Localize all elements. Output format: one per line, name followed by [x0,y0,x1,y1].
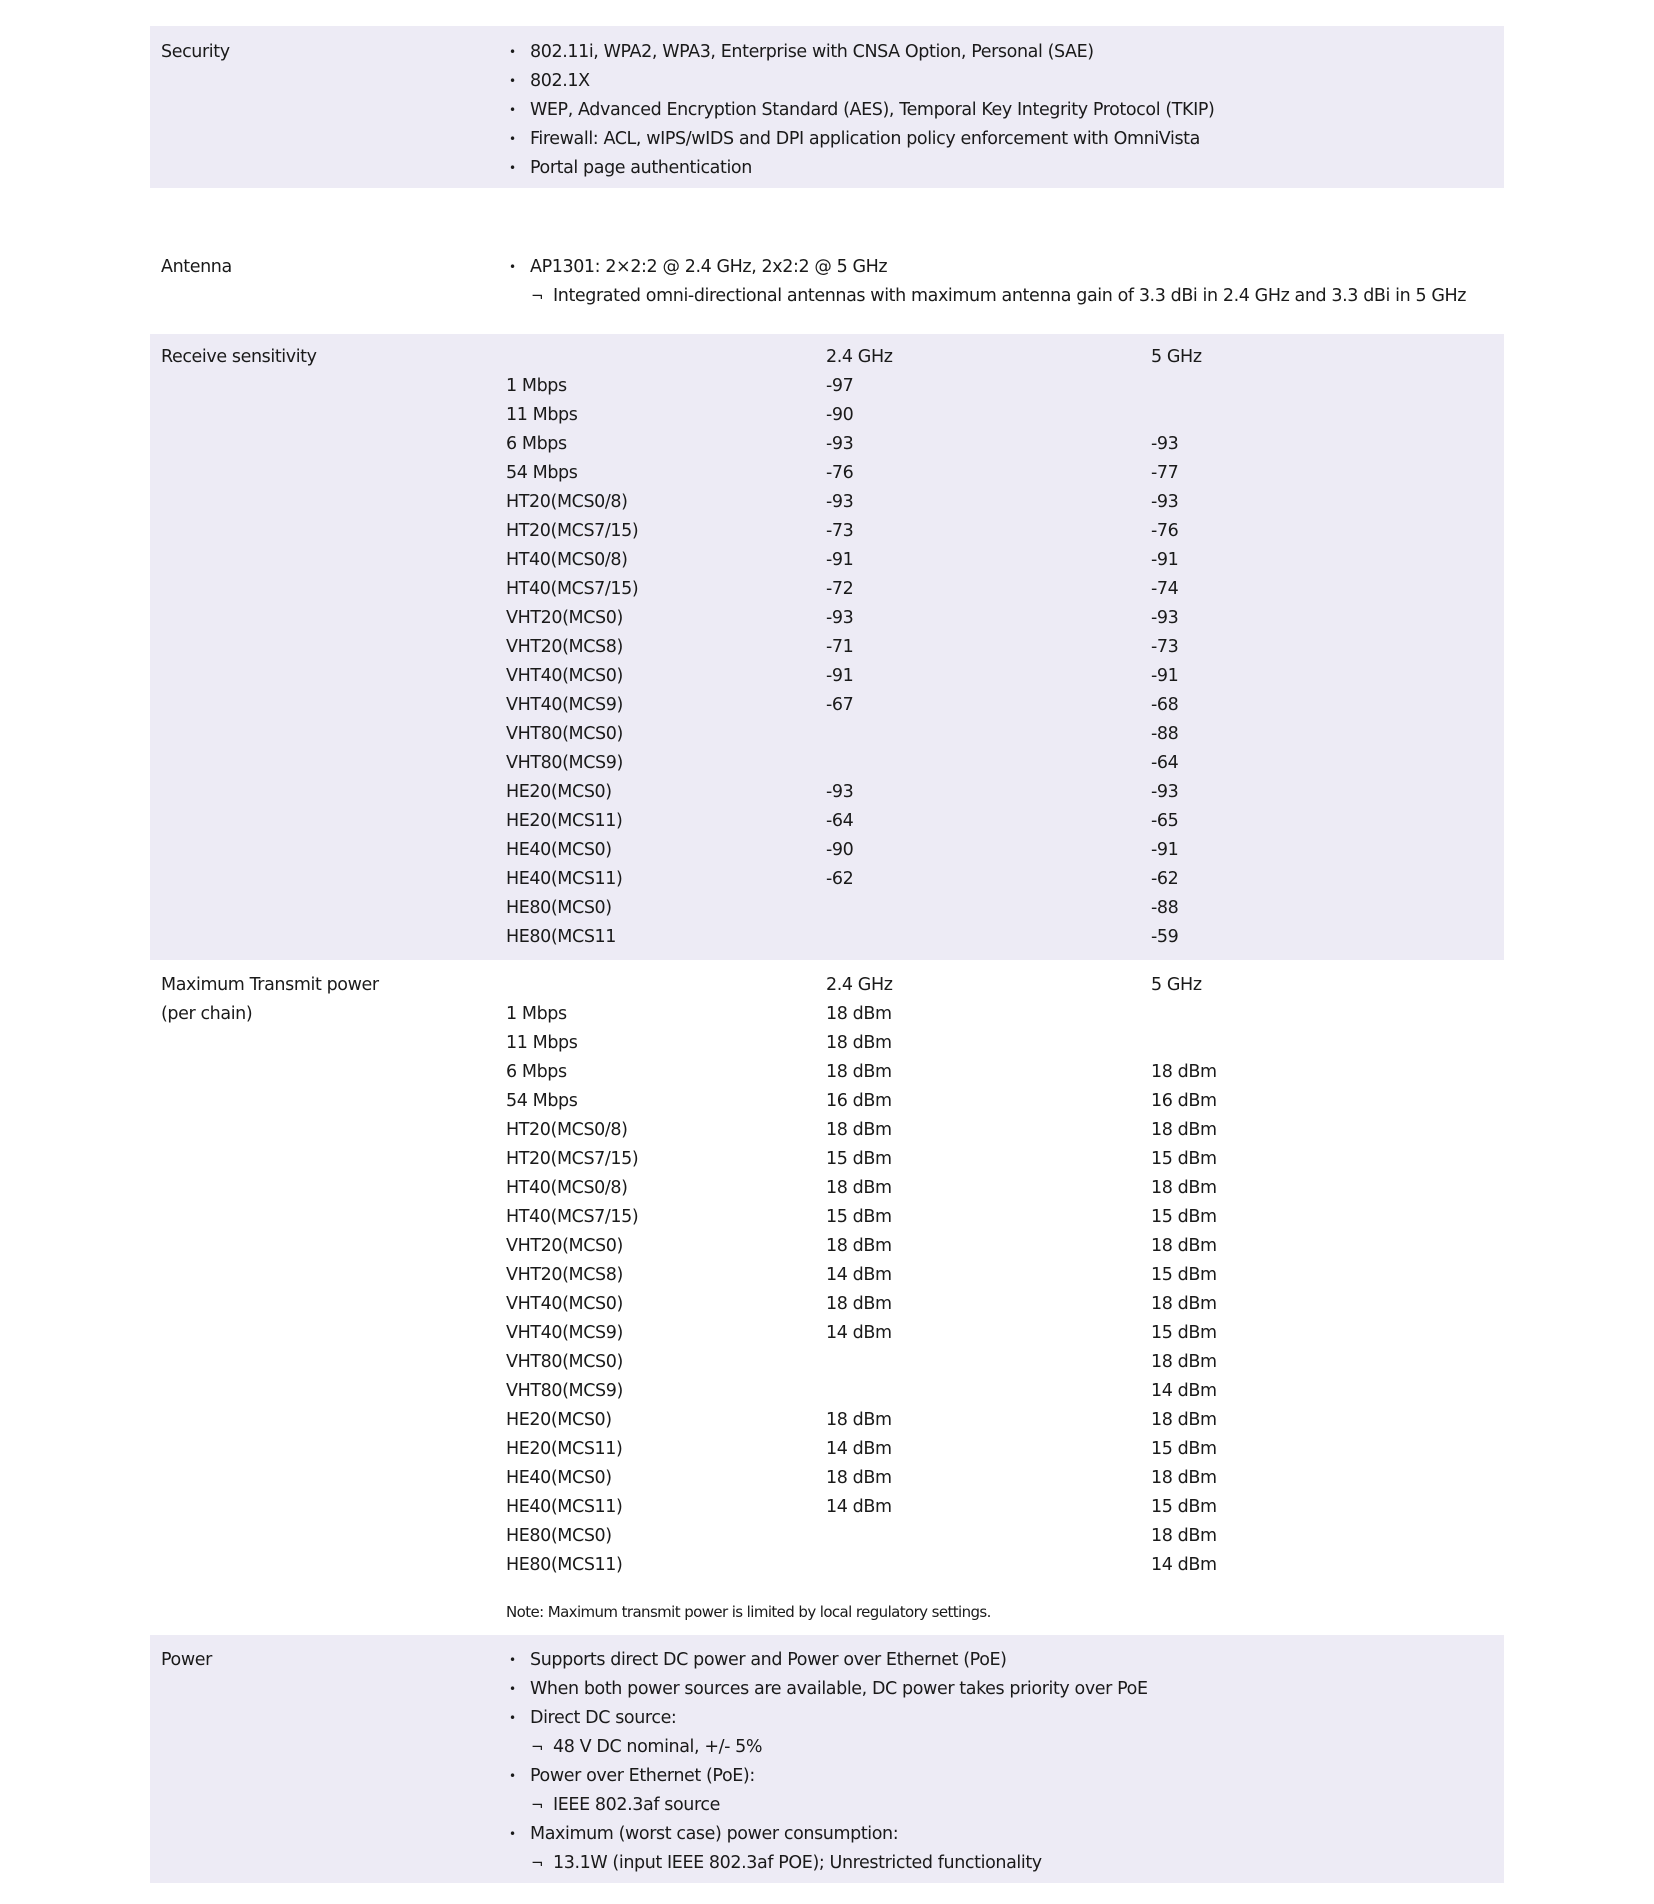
power-label: Power [161,1650,212,1670]
value-2-4ghz-cell: -91 [826,550,854,570]
value-5ghz-cell [1151,372,1451,401]
value-5ghz-cell: -93 [1151,782,1179,802]
header-cell: 2.4 GHz [826,347,893,367]
value-5ghz-cell: 15 dBm [1151,1149,1217,1169]
power-sub-text: 48 V DC nominal, +/- 5% [553,1737,763,1757]
value-5ghz-cell: -74 [1151,579,1179,599]
value-5ghz-cell: -93 [1151,608,1179,628]
rate-cell: HE20(MCS0) [506,782,612,802]
value-2-4ghz-cell: 15 dBm [826,1149,892,1169]
rate-cell: VHT20(MCS0) [506,1236,623,1256]
security-item: • Firewall: ACL, wIPS/wIDS and DPI application policy enforcement with OmniVista [509,125,1494,154]
table-row [506,807,1494,836]
value-5ghz-cell: -88 [1151,724,1179,744]
transmit-power-table [506,971,1494,1580]
value-5ghz-cell: 18 dBm [1151,1410,1217,1430]
value-2-4ghz-cell [826,923,1151,952]
rate-cell: VHT40(MCS0) [506,1294,623,1314]
value-2-4ghz-cell: -72 [826,579,854,599]
value-2-4ghz-cell: -91 [826,666,854,686]
rate-cell: HT40(MCS7/15) [506,579,639,599]
value-2-4ghz-cell: 14 dBm [826,1439,892,1459]
rate-cell: HT40(MCS0/8) [506,1178,628,1198]
sub-bullet-icon: ¬ [531,1796,544,1814]
transmit-power-label-line2: (per chain) [161,1004,253,1024]
table-row [506,430,1494,459]
rate-cell: HT40(MCS7/15) [506,1207,639,1227]
power-sub-text: 13.1W (input IEEE 802.3af POE); Unrestricted functionality [553,1853,1042,1873]
table-row [506,778,1494,807]
rate-cell: VHT80(MCS9) [506,753,623,773]
rate-cell: VHT80(MCS9) [506,1381,623,1401]
security-item: • 802.11i, WPA2, WPA3, Enterprise with CNSA Option, Personal (SAE) [509,38,1494,67]
header-cell: 5 GHz [1151,975,1202,995]
rate-cell: HT40(MCS0/8) [506,550,628,570]
antenna-sub-item [509,282,1494,311]
receive-sensitivity-section [150,334,1504,960]
table-row [506,1348,1494,1377]
table-row [506,372,1494,401]
rate-cell: VHT40(MCS0) [506,666,623,686]
value-5ghz-cell: -93 [1151,492,1179,512]
rate-cell: HE20(MCS0) [506,1410,612,1430]
value-5ghz-cell: -73 [1151,637,1179,657]
table-row [506,1522,1494,1551]
table-row [506,662,1494,691]
value-2-4ghz-cell: 18 dBm [826,1062,892,1082]
table-row [506,633,1494,662]
table-row [506,1493,1494,1522]
security-label: Security [161,42,230,62]
value-5ghz-cell: 18 dBm [1151,1178,1217,1198]
value-5ghz-cell: 15 dBm [1151,1439,1217,1459]
power-item: • Direct DC source: [509,1704,1494,1733]
value-5ghz-cell: 18 dBm [1151,1062,1217,1082]
value-2-4ghz-cell: -67 [826,695,854,715]
value-5ghz-cell: -64 [1151,753,1179,773]
table-row [506,1116,1494,1145]
rate-cell: HE80(MCS0) [506,898,612,918]
rate-cell: HE80(MCS0) [506,1526,612,1546]
value-2-4ghz-cell: -93 [826,434,854,454]
rate-cell: VHT40(MCS9) [506,695,623,715]
transmit-power-section [150,960,1504,1635]
table-row [506,1145,1494,1174]
value-5ghz-cell: -91 [1151,666,1179,686]
value-2-4ghz-cell: 14 dBm [826,1323,892,1343]
table-row [506,488,1494,517]
rate-cell: HT20(MCS7/15) [506,521,639,541]
power-sub-item [509,1733,1494,1762]
value-2-4ghz-cell: 18 dBm [826,1294,892,1314]
value-5ghz-cell: 14 dBm [1151,1381,1217,1401]
header-cell [506,343,826,372]
table-header-row [506,343,1494,372]
table-row [506,923,1494,952]
value-2-4ghz-cell: -93 [826,782,854,802]
antenna-sub-text: Integrated omni-directional antennas with maximum antenna gain of 3.3 dBi in 2.4 GHz and 3.3 dBi in 5 GHz [553,286,1467,306]
value-2-4ghz-cell [826,749,1151,778]
value-5ghz-cell: -91 [1151,550,1179,570]
value-5ghz-cell: 15 dBm [1151,1207,1217,1227]
value-5ghz-cell [1151,1000,1451,1029]
rate-cell: VHT20(MCS8) [506,637,623,657]
rate-cell: 6 Mbps [506,434,567,454]
value-5ghz-cell: 18 dBm [1151,1352,1217,1372]
value-2-4ghz-cell [826,1348,1151,1377]
transmit-power-label-line1: Maximum Transmit power [161,975,379,995]
rate-cell: 11 Mbps [506,405,578,425]
table-row [506,836,1494,865]
rate-cell: VHT40(MCS9) [506,1323,623,1343]
value-5ghz-cell: -88 [1151,898,1179,918]
table-row [506,1319,1494,1348]
value-2-4ghz-cell: 18 dBm [826,1410,892,1430]
table-row [506,1203,1494,1232]
value-5ghz-cell: 15 dBm [1151,1323,1217,1343]
rate-cell: HE20(MCS11) [506,1439,623,1459]
value-5ghz-cell: -62 [1151,869,1179,889]
value-2-4ghz-cell: 16 dBm [826,1091,892,1111]
value-2-4ghz-cell [826,720,1151,749]
value-2-4ghz-cell: 18 dBm [826,1236,892,1256]
rate-cell: 11 Mbps [506,1033,578,1053]
value-5ghz-cell: 18 dBm [1151,1236,1217,1256]
rate-cell: VHT20(MCS0) [506,608,623,628]
table-row [506,1551,1494,1580]
power-item: • When both power sources are available, DC power takes priority over PoE [509,1675,1494,1704]
power-section [150,1635,1504,1883]
value-2-4ghz-cell: 18 dBm [826,1468,892,1488]
security-item: • WEP, Advanced Encryption Standard (AES), Temporal Key Integrity Protocol (TKIP) [509,96,1494,125]
table-row [506,546,1494,575]
value-2-4ghz-cell: 15 dBm [826,1207,892,1227]
value-2-4ghz-cell: -76 [826,463,854,483]
power-sub-text: IEEE 802.3af source [553,1795,720,1815]
table-row [506,720,1494,749]
value-2-4ghz-cell: 18 dBm [826,1033,892,1053]
value-5ghz-cell: 18 dBm [1151,1120,1217,1140]
table-row [506,749,1494,778]
value-2-4ghz-cell [826,1377,1151,1406]
value-2-4ghz-cell: 18 dBm [826,1004,892,1024]
power-item: • Power over Ethernet (PoE): [509,1762,1494,1791]
value-2-4ghz-cell: -93 [826,608,854,628]
table-row [506,1464,1494,1493]
value-5ghz-cell: -91 [1151,840,1179,860]
rate-cell: HT20(MCS0/8) [506,1120,628,1140]
rate-cell: HE40(MCS0) [506,1468,612,1488]
rate-cell: HE40(MCS11) [506,869,623,889]
value-2-4ghz-cell [826,1522,1151,1551]
value-5ghz-cell: 18 dBm [1151,1468,1217,1488]
value-2-4ghz-cell: -64 [826,811,854,831]
header-cell [506,971,826,1000]
table-row [506,1000,1494,1029]
value-2-4ghz-cell [826,1551,1151,1580]
value-2-4ghz-cell: -71 [826,637,854,657]
value-5ghz-cell: 18 dBm [1151,1526,1217,1546]
receive-sensitivity-table [506,343,1494,952]
rate-cell: HE40(MCS0) [506,840,612,860]
value-2-4ghz-cell: 14 dBm [826,1497,892,1517]
value-5ghz-cell: -93 [1151,434,1179,454]
transmit-power-label [161,971,379,1029]
rate-cell: 1 Mbps [506,1004,567,1024]
table-row [506,894,1494,923]
security-section [150,26,1504,188]
rate-cell: HT20(MCS0/8) [506,492,628,512]
rate-cell: 54 Mbps [506,463,578,483]
receive-sensitivity-label: Receive sensitivity [161,347,317,367]
transmit-power-note: Note: Maximum transmit power is limited by local regulatory settings. [506,1603,991,1621]
table-row [506,865,1494,894]
rate-cell: VHT80(MCS0) [506,1352,623,1372]
value-2-4ghz-cell: -90 [826,405,854,425]
rate-cell: HT20(MCS7/15) [506,1149,639,1169]
value-2-4ghz-cell: -97 [826,376,854,396]
table-row [506,1174,1494,1203]
value-5ghz-cell [1151,1029,1451,1058]
table-row [506,1290,1494,1319]
antenna-item: • AP1301: 2×2:2 @ 2.4 GHz, 2x2:2 @ 5 GHz [509,253,1494,282]
security-item: • Portal page authentication [509,154,1494,183]
value-5ghz-cell: 14 dBm [1151,1555,1217,1575]
table-row [506,1232,1494,1261]
table-row [506,1261,1494,1290]
rate-cell: 1 Mbps [506,376,567,396]
table-row [506,1435,1494,1464]
table-row [506,1377,1494,1406]
rate-cell: 54 Mbps [506,1091,578,1111]
power-item: • Maximum (worst case) power consumption: [509,1820,1494,1849]
value-2-4ghz-cell: 14 dBm [826,1265,892,1285]
value-5ghz-cell: 15 dBm [1151,1265,1217,1285]
value-5ghz-cell [1151,401,1451,430]
value-2-4ghz-cell: 18 dBm [826,1120,892,1140]
value-5ghz-cell: -59 [1151,927,1179,947]
antenna-list [509,253,1494,311]
sub-bullet-icon: ¬ [531,1738,544,1756]
value-5ghz-cell: 15 dBm [1151,1497,1217,1517]
sub-bullet-icon: ¬ [531,1854,544,1872]
value-5ghz-cell: -77 [1151,463,1179,483]
power-sub-item [509,1791,1494,1820]
header-cell: 2.4 GHz [826,975,893,995]
table-header-row [506,971,1494,1000]
table-row [506,604,1494,633]
value-5ghz-cell: -65 [1151,811,1179,831]
rate-cell: HE40(MCS11) [506,1497,623,1517]
value-2-4ghz-cell: 18 dBm [826,1178,892,1198]
table-row [506,459,1494,488]
value-2-4ghz-cell: -73 [826,521,854,541]
rate-cell: HE20(MCS11) [506,811,623,831]
table-row [506,1406,1494,1435]
rate-cell: VHT20(MCS8) [506,1265,623,1285]
value-2-4ghz-cell: -62 [826,869,854,889]
value-2-4ghz-cell: -90 [826,840,854,860]
security-item: • 802.1X [509,67,1494,96]
value-2-4ghz-cell: -93 [826,492,854,512]
table-row [506,1029,1494,1058]
antenna-label: Antenna [161,257,232,277]
sub-bullet-icon: ¬ [531,287,544,305]
rate-cell: HE80(MCS11 [506,927,617,947]
rate-cell: VHT80(MCS0) [506,724,623,744]
rate-cell: 6 Mbps [506,1062,567,1082]
table-row [506,517,1494,546]
power-item: • Supports direct DC power and Power over Ethernet (PoE) [509,1646,1494,1675]
table-row [506,401,1494,430]
header-cell: 5 GHz [1151,347,1202,367]
table-row [506,691,1494,720]
power-sub-item [509,1849,1494,1878]
value-2-4ghz-cell [826,894,1151,923]
antenna-section [150,188,1504,334]
table-row [506,1058,1494,1087]
security-list [509,38,1494,183]
power-list [509,1646,1494,1878]
table-row [506,1087,1494,1116]
value-5ghz-cell: 16 dBm [1151,1091,1217,1111]
rate-cell: HE80(MCS11) [506,1555,623,1575]
value-5ghz-cell: -68 [1151,695,1179,715]
value-5ghz-cell: 18 dBm [1151,1294,1217,1314]
value-5ghz-cell: -76 [1151,521,1179,541]
table-row [506,575,1494,604]
